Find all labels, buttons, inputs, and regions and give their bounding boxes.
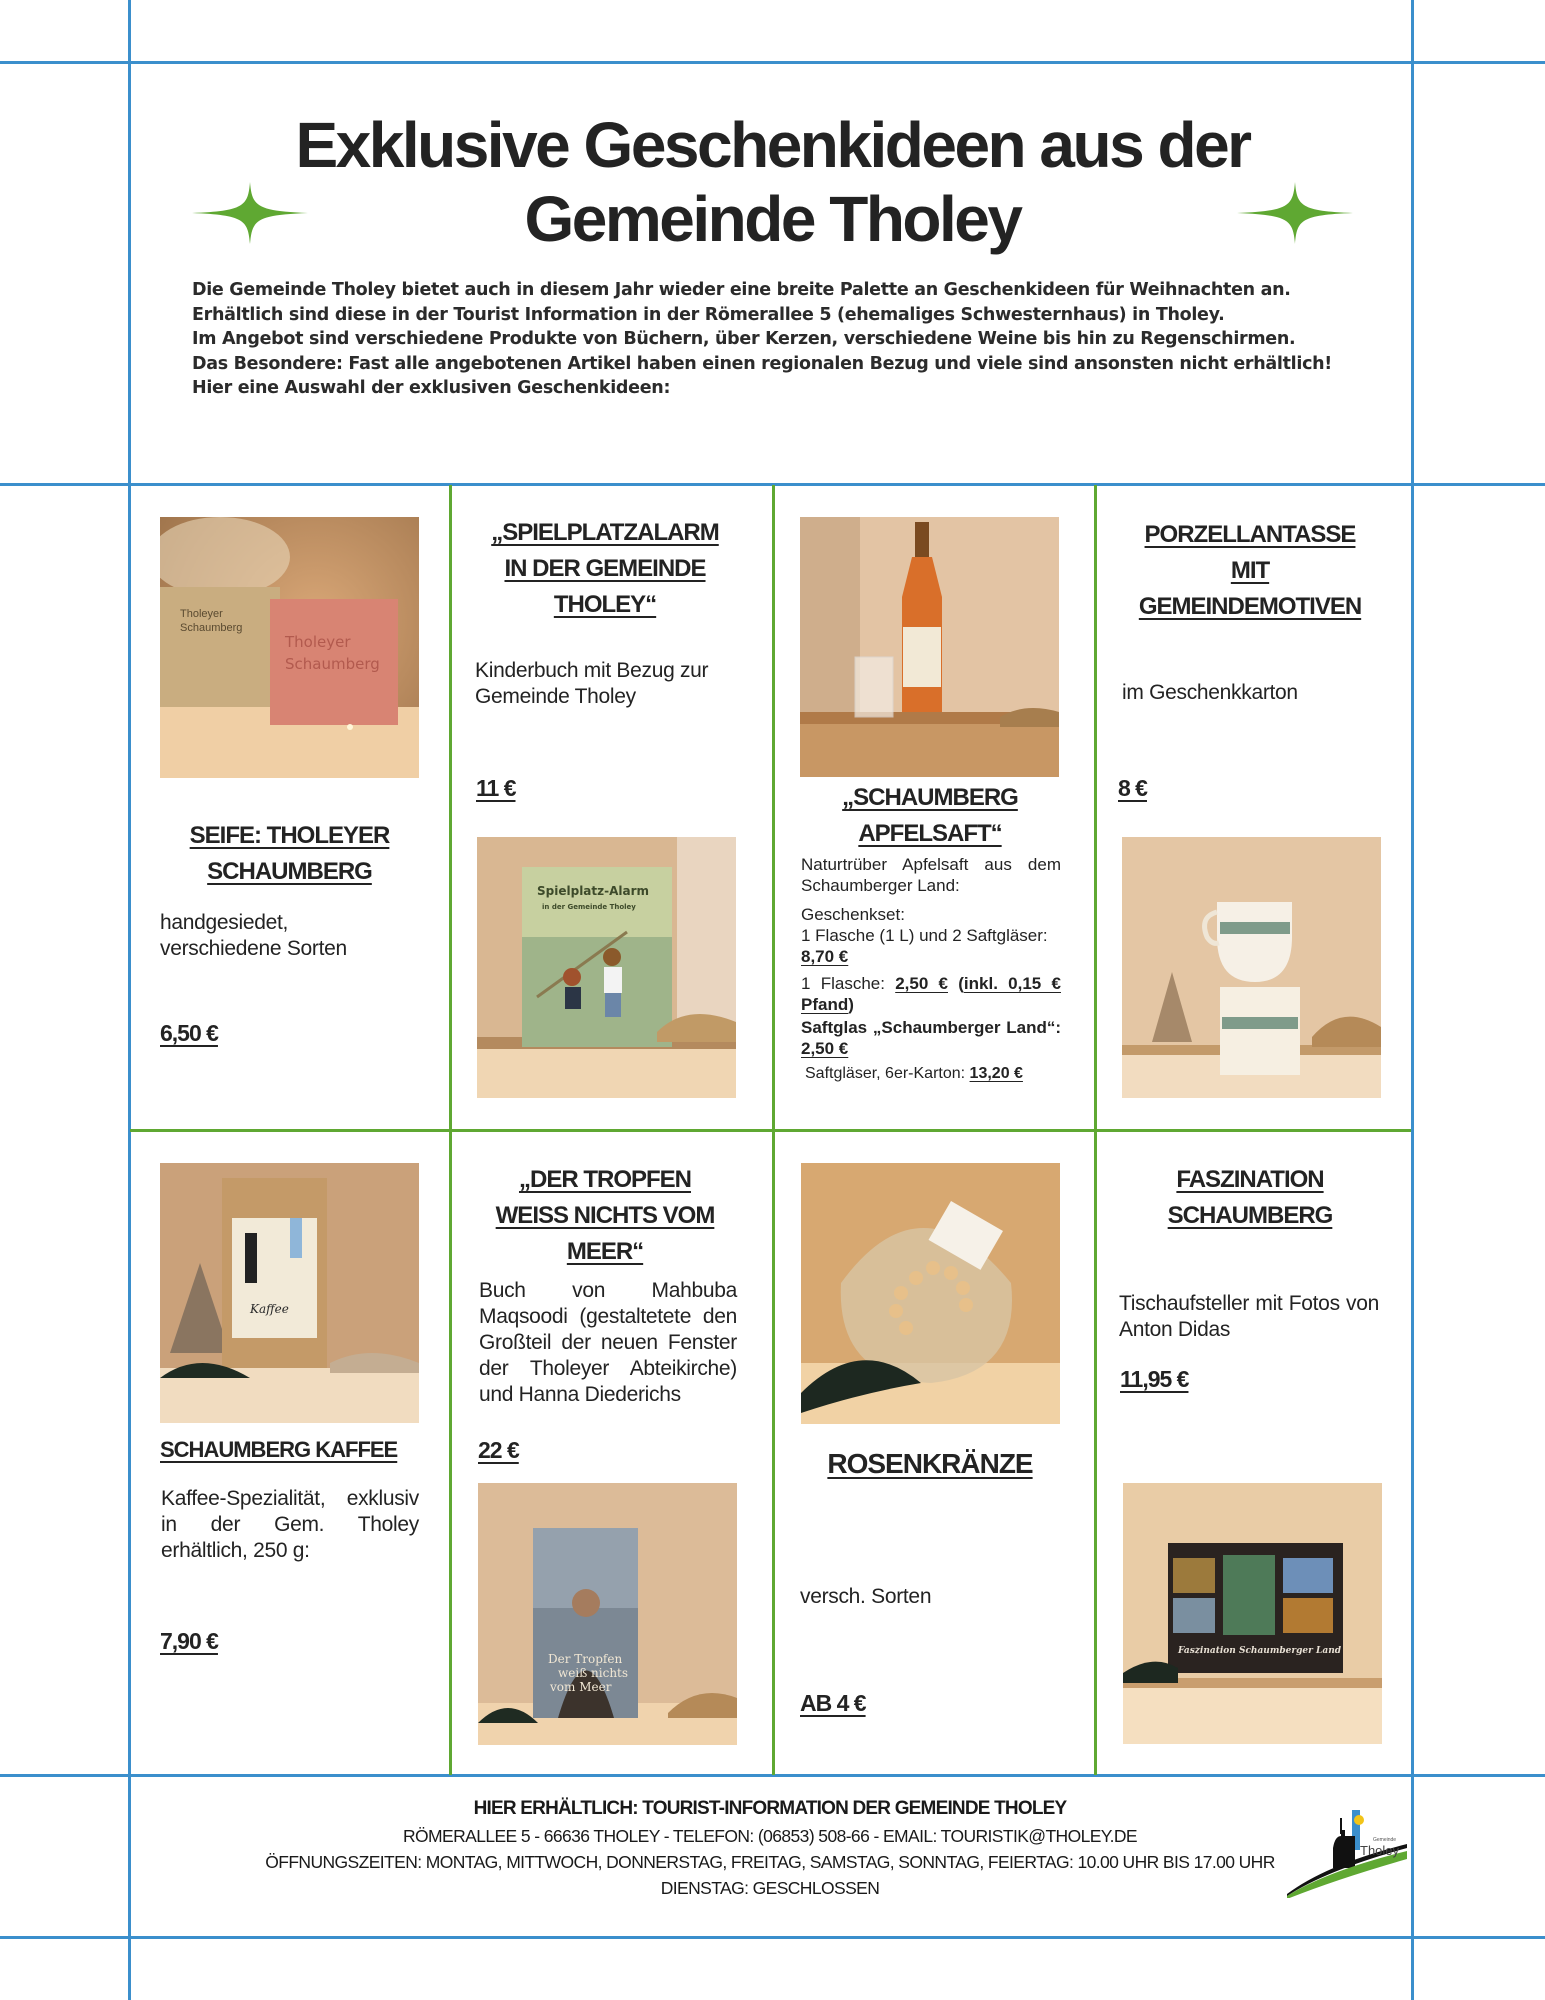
svg-text:weiß nichts: weiß nichts [558,1666,629,1680]
svg-text:Tholeyer: Tholeyer [285,633,351,651]
product-title-spielplatzalarm: „SPIELPLATZALARM IN DER GEMEINDE THOLEY“ [491,519,719,618]
grid-row-divider [130,1129,1411,1132]
sparkle-icon-left [192,182,308,244]
apfelsaft-saftglas: Saftglas „Schaumberger Land“: 2,50 € [801,1018,1061,1058]
footer-opening-hours: ÖFFNUNGSZEITEN: MONTAG, MITTWOCH, DONNERSTAG, FREITAG, SAMSTAG, SONNTAG, FEIERTAG: 10.00 UHR BIS 17.00 UHR [265,1852,1275,1872]
apfelsaft-flasche: 1 Flasche: 2,50 € (inkl. 0,15 € Pfand) [801,974,1061,1014]
apfelsaft-geschenkset: Geschenkset: 1 Flasche (1 L) und 2 Saftgläser: 8,70 € [801,905,1048,966]
footer-address: RÖMERALLEE 5 - 66636 THOLEY - TELEFON: (06853) 508-66 - EMAIL: TOURISTIK@THOLEY.DE [402,1826,1137,1846]
product-image-porzellantasse [1122,837,1381,1098]
frame-line-bottom [0,1936,1545,1939]
product-title-apfelsaft: „SCHAUMBERG APFELSAFT“ [842,784,1018,847]
product-title-porzellantasse: PORZELLANTASSE MIT GEMEINDEMOTIVEN [1138,521,1362,620]
footer-closed-day: DIENSTAG: GESCHLOSSEN [660,1878,880,1898]
product-image-faszination [1123,1483,1382,1744]
product-title-kaffee: SCHAUMBERG KAFFEE [160,1437,398,1462]
logo-name-text: Tholey [1360,1843,1400,1858]
footer-heading: HIER ERHÄLTLICH: TOURIST-INFORMATION DER GEMEINDE THOLEY [473,1798,1067,1819]
apfelsaft-flasche-price: 2,50 € [895,974,948,993]
product-desc-porzellantasse: im Geschenkkarton [1122,681,1298,704]
svg-text:Spielplatz-Alarm: Spielplatz-Alarm [537,884,650,898]
product-image-apfelsaft [800,517,1059,777]
frame-line-top [0,61,1545,64]
product-desc-spielplatzalarm: Kinderbuch mit Bezug zur Gemeinde Tholey [475,659,709,708]
product-price-tropfen: 22 € [478,1437,519,1463]
apfelsaft-karton-price: 13,20 € [969,1065,1023,1082]
product-price-kaffee: 7,90 € [160,1628,218,1654]
svg-text:vom Meer: vom Meer [550,1680,612,1694]
product-price-faszination: 11,95 € [1120,1366,1189,1392]
product-image-rosenkraenze [801,1163,1060,1424]
svg-text:Tholeyer: Tholeyer [180,608,223,620]
svg-text:in der Gemeinde Tholey: in der Gemeinde Tholey [542,903,636,911]
product-title-seife: SEIFE: THOLEYER SCHAUMBERG [189,822,390,885]
product-price-porzellantasse: 8 € [1118,775,1147,801]
product-title-faszination: FASZINATION SCHAUMBERG [1167,1166,1333,1229]
product-desc-kaffee: Kaffee-Spezialität, exklusiv in der Gem. Tholey erhältlich, 250 g: [161,1487,419,1562]
product-price-seife: 6,50 € [160,1020,218,1046]
svg-text:Schaumberg: Schaumberg [180,622,243,634]
apfelsaft-geschenkset-price: 8,70 € [801,947,849,966]
product-image-spielplatzalarm [477,837,736,1098]
product-image-tropfen [478,1483,737,1745]
product-desc-tropfen: Buch von Mahbuba Maqsoodi (gestaltetete den Großteil der neuen Fenster der Tholeyer Abteikirche) und Hanna Diederichs [479,1279,737,1406]
intro-text: Die Gemeinde Tholey bietet auch in diesem Jahr wieder eine breite Palette an Geschenkideen für Weihnachten an. Erhältlich sind diese in der Tourist Information in der Römerallee 5 (ehemaliges Schwesternhaus) in Tholey. Im Angebot sind verschiedene Produkte von Büchern, über Kerzen, verschiedene Weine bis hin zu Regenschirmen. Das Besondere: Fast alle angebotenen Artikel haben einen regionalen Bezug und viele sind ansonsten nicht erhältlich! Hier eine Auswahl der exklusiven Geschenkideen: [192,280,1332,398]
frame-line-right [1411,0,1414,2000]
product-price-rosenkraenze: AB 4 € [800,1690,866,1716]
footer-contact [130,1795,1410,1901]
svg-text:Kaffee: Kaffee [250,1302,289,1316]
product-image-seife [160,517,419,778]
product-title-rosenkraenze: ROSENKRÄNZE [827,1448,1033,1479]
svg-text:Der Tropfen: Der Tropfen [548,1652,623,1666]
page-title: Exklusive Geschenkideen aus der Gemeinde Tholey [295,109,1250,255]
tholey-logo [1285,1808,1410,1898]
apfelsaft-saftglas-price: 2,50 € [801,1039,849,1058]
sparkle-icon-right [1237,182,1353,244]
svg-text:Schaumberg: Schaumberg [285,655,380,673]
product-image-kaffee [160,1163,419,1423]
product-title-tropfen: „DER TROPFEN WEISS NICHTS VOM MEER“ [495,1166,715,1265]
product-desc-apfelsaft: Naturtrüber Apfelsaft aus dem Schaumberger Land: Geschenkset: 1 Flasche (1 L) und 2 Saftgläser: 8,70 € 1 Flasche: 2,50 € (inkl. 0,15 € Pfand) Saftglas „Schaumberger Land“: 2,50 € Saftgläser, 6er-Karton: 13,20 € [801,855,1061,1082]
svg-text:Faszination Schaumberger Land: Faszination Schaumberger Land [1178,1646,1342,1656]
product-desc-seife: handgesiedet, verschiedene Sorten [160,911,347,960]
product-price-spielplatzalarm: 11 € [476,775,516,801]
product-desc-rosenkraenze: versch. Sorten [800,1585,932,1608]
frame-line-left [128,0,131,2000]
logo-small-text: Gemeinde [1373,1837,1397,1843]
product-desc-faszination: Tischaufsteller mit Fotos von Anton Didas [1119,1292,1379,1341]
apfelsaft-karton: Saftgläser, 6er-Karton: 13,20 € [805,1065,1023,1082]
